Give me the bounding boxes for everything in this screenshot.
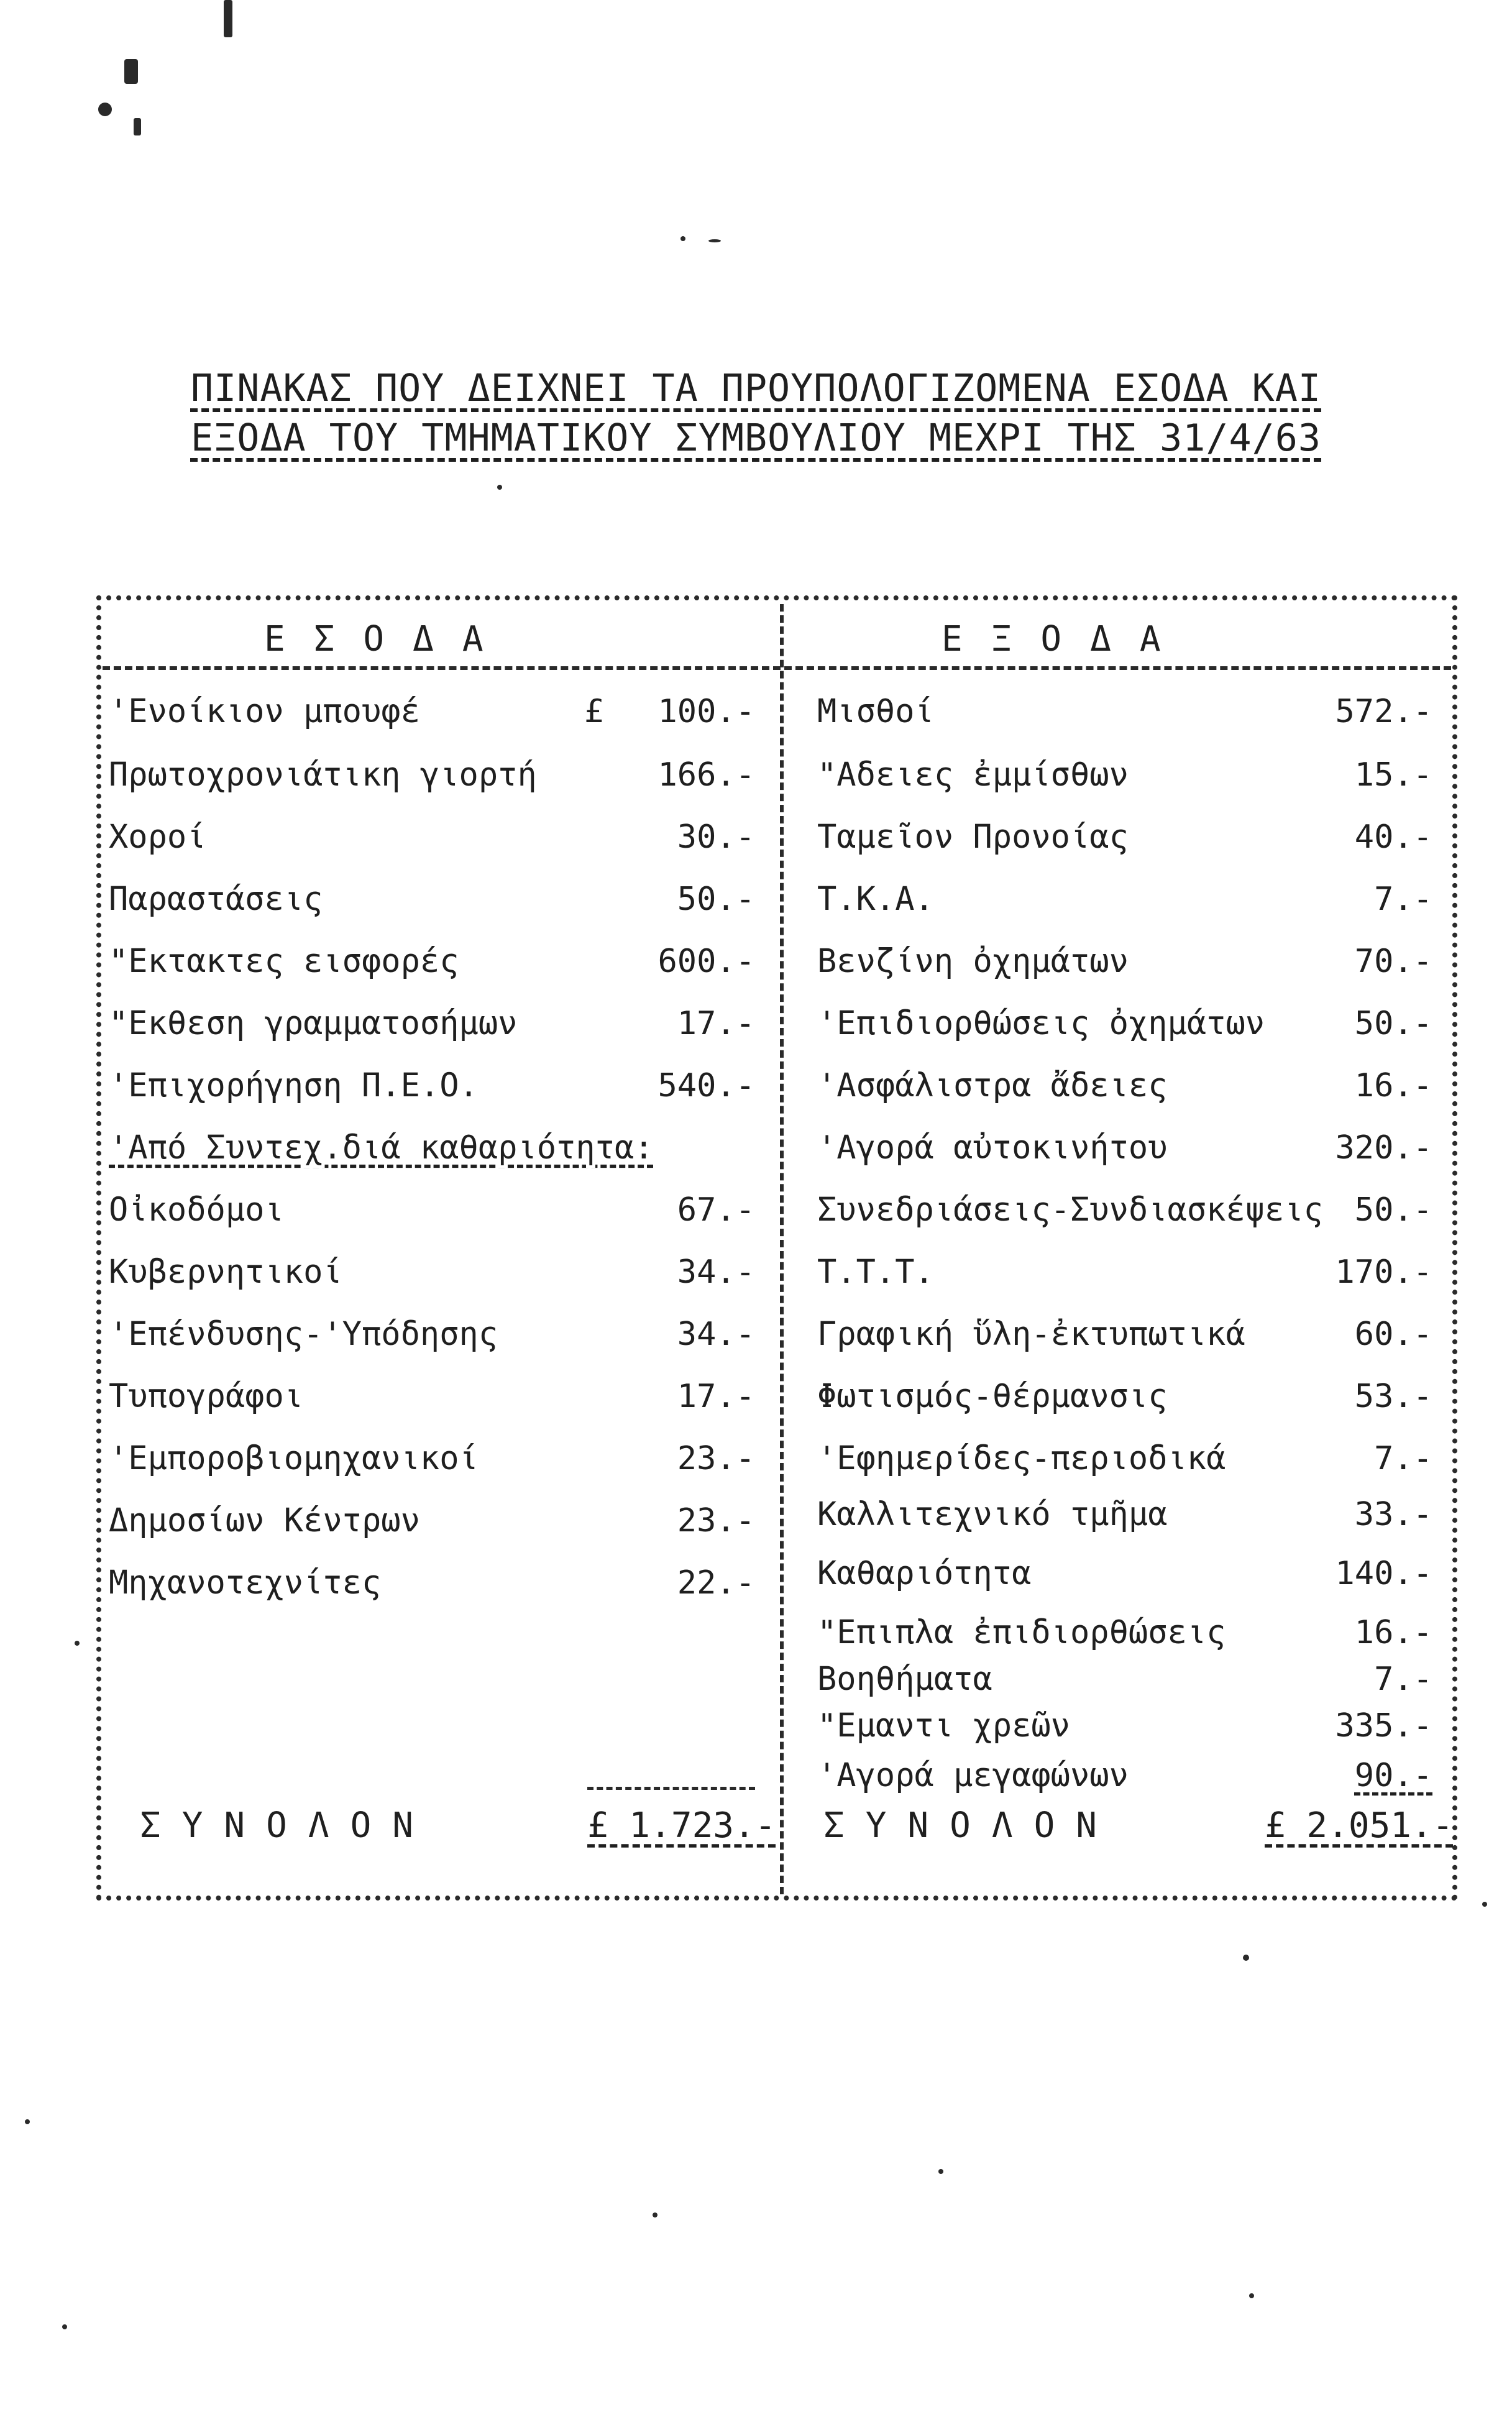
expenses-total-value: £ 2.051.- xyxy=(1265,1805,1454,1846)
income-sum-rule xyxy=(587,1787,755,1790)
expense-amount: 7.- xyxy=(1374,1440,1432,1477)
expense-label: Καθαριότητα xyxy=(817,1555,1032,1592)
expense-label: Φωτισμός-θέρμανσις xyxy=(817,1378,1168,1415)
income-label: Τυπογράφοι xyxy=(109,1378,304,1415)
expense-row xyxy=(817,1437,1432,1480)
expense-row xyxy=(817,815,1432,859)
expense-label: Καλλιτεχνικό τμῆμα xyxy=(817,1496,1168,1533)
expense-label: Βοηθήματα xyxy=(817,1661,992,1698)
expense-row xyxy=(817,1250,1432,1294)
income-label: 'Ενοίκιον μπουφέ xyxy=(109,693,420,730)
income-amount: 30.- xyxy=(677,819,755,856)
expense-label: "Εμαντι χρεῶν xyxy=(817,1707,1070,1745)
income-label: Πρωτοχρονιάτικη γιορτή xyxy=(109,756,537,794)
income-label: 'Επένδυσης-'Υπόδησης xyxy=(109,1316,498,1353)
expense-label: Συνεδριάσεις-Συνδιασκέψεις xyxy=(817,1191,1323,1229)
income-amount: 166.- xyxy=(657,756,755,794)
expense-amount: 60.- xyxy=(1354,1316,1432,1353)
income-label: 'Εμποροβιομηχανικοί xyxy=(109,1440,479,1477)
income-label: 'Από Συντεχ.διά καθαριότητα: xyxy=(109,1129,654,1167)
expense-amount: 90.- xyxy=(1354,1757,1432,1794)
expense-amount: 320.- xyxy=(1335,1129,1432,1167)
expense-row xyxy=(817,1375,1432,1418)
income-row xyxy=(109,815,755,859)
expense-row xyxy=(817,1493,1432,1536)
income-amount: 17.- xyxy=(677,1378,755,1415)
expense-amount: 15.- xyxy=(1354,756,1432,794)
expense-label: Τ.Τ.Τ. xyxy=(817,1254,934,1291)
income-row xyxy=(109,1313,755,1356)
income-label: 'Επιχορήγηση Π.Ε.Ο. xyxy=(109,1067,479,1104)
expense-row xyxy=(817,1552,1432,1595)
income-label: Δημοσίων Κέντρων xyxy=(109,1502,420,1539)
income-row xyxy=(109,690,755,733)
income-label: Οἰκοδόμοι xyxy=(109,1191,284,1229)
expense-amount: 7.- xyxy=(1374,881,1432,918)
income-row xyxy=(109,940,755,983)
expense-label: Γραφική ὕλη-ἐκτυπωτικά xyxy=(817,1316,1245,1353)
expense-label: Μισθοί xyxy=(817,693,934,730)
header-rule xyxy=(103,666,1451,670)
income-amount: 22.- xyxy=(677,1564,755,1602)
expense-amount: 70.- xyxy=(1354,943,1432,980)
income-amount: 50.- xyxy=(677,881,755,918)
income-subheading xyxy=(109,1126,755,1170)
expense-label: "Επιπλα ἐπιδιορθώσεις xyxy=(817,1614,1226,1651)
column-divider xyxy=(780,604,784,1894)
expense-label: 'Αγορά αὐτοκινήτου xyxy=(817,1129,1168,1167)
expense-amount: 40.- xyxy=(1354,819,1432,856)
expense-label: 'Ασφάλιστρα ἄδειες xyxy=(817,1067,1168,1104)
income-label: "Εκτακτες εισφορές xyxy=(109,943,459,980)
income-label: "Εκθεση γραμματοσήμων xyxy=(109,1005,518,1042)
expense-amount: 50.- xyxy=(1354,1191,1432,1229)
income-amount: 67.- xyxy=(677,1191,755,1229)
expense-label: 'Επιδιορθώσεις ὀχημάτων xyxy=(817,1005,1265,1042)
expense-row xyxy=(817,690,1432,733)
document-title-line-1: ΠΙΝΑΚΑΣ ΠΟΥ ΔΕΙΧΝΕΙ ΤΑ ΠΡΟΥΠΟΛΟΓΙΖΟΜΕΝΑ ΕΣΟΔΑ ΚΑΙ xyxy=(190,367,1322,410)
income-amount: 17.- xyxy=(677,1005,755,1042)
income-label: Κυβερνητικοί xyxy=(109,1254,342,1291)
income-amount: 34.- xyxy=(677,1254,755,1291)
expense-label: "Αδειες ἐμμίσθων xyxy=(817,756,1129,794)
expense-amount: 7.- xyxy=(1374,1661,1432,1698)
expense-row xyxy=(817,1754,1432,1797)
income-amount: 540.- xyxy=(657,1067,755,1104)
income-row xyxy=(109,1437,755,1480)
expenses-header: ΕΞΟΔΑ xyxy=(942,619,1189,659)
income-label: Χοροί xyxy=(109,819,206,856)
income-row xyxy=(109,1250,755,1294)
expense-row xyxy=(817,878,1432,921)
expense-row xyxy=(817,940,1432,983)
expense-amount: 53.- xyxy=(1354,1378,1432,1415)
expense-row xyxy=(817,1064,1432,1107)
income-amount: 600.- xyxy=(657,943,755,980)
expense-label: 'Εφημερίδες-περιοδικά xyxy=(817,1440,1226,1477)
income-row xyxy=(109,1561,755,1605)
expense-amount: 16.- xyxy=(1354,1067,1432,1104)
expense-label: Τ.Κ.Α. xyxy=(817,881,934,918)
expense-row xyxy=(817,1611,1432,1654)
income-row xyxy=(109,878,755,921)
expense-amount: 170.- xyxy=(1335,1254,1432,1291)
expense-row xyxy=(817,1002,1432,1045)
currency-sign: £ xyxy=(584,693,604,730)
income-row xyxy=(109,1375,755,1418)
expense-amount: 140.- xyxy=(1335,1555,1432,1592)
document-title-line-2: ΕΞΟΔΑ ΤΟΥ ΤΜΗΜΑΤΙΚΟΥ ΣΥΜΒΟΥΛΙΟΥ ΜΕΧΡΙ ΤΗΣ 31/4/63 xyxy=(190,416,1322,460)
income-row xyxy=(109,1188,755,1232)
income-header: ΕΣΟΔΑ xyxy=(264,619,512,659)
income-row xyxy=(109,1064,755,1107)
expense-row xyxy=(817,1658,1432,1701)
expense-row xyxy=(817,1313,1432,1356)
expense-row xyxy=(817,1704,1432,1748)
income-amount: 34.- xyxy=(677,1316,755,1353)
income-row xyxy=(109,1499,755,1543)
income-label: Μηχανοτεχνίτες xyxy=(109,1564,382,1602)
expense-row xyxy=(817,1126,1432,1170)
income-amount: 23.- xyxy=(677,1502,755,1539)
expense-amount: 16.- xyxy=(1354,1614,1432,1651)
expense-label: 'Αγορά μεγαφώνων xyxy=(817,1757,1129,1794)
expense-label: Βενζίνη ὀχημάτων xyxy=(817,943,1129,980)
expenses-total-label: ΣΥΝΟΛΟΝ xyxy=(823,1805,1119,1846)
income-total-label: ΣΥΝΟΛΟΝ xyxy=(140,1805,435,1846)
income-amount: 100.- xyxy=(657,693,755,730)
expense-amount: 335.- xyxy=(1335,1707,1432,1745)
expense-label: Ταμεῖον Προνοίας xyxy=(817,819,1129,856)
expense-amount: 50.- xyxy=(1354,1005,1432,1042)
income-row xyxy=(109,753,755,797)
income-amount: 23.- xyxy=(677,1440,755,1477)
income-row xyxy=(109,1002,755,1045)
income-total-value: £ 1.723.- xyxy=(587,1805,776,1846)
expense-row xyxy=(817,1188,1432,1232)
expense-amount: 572.- xyxy=(1335,693,1432,730)
income-label: Παραστάσεις xyxy=(109,881,323,918)
expense-amount: 33.- xyxy=(1354,1496,1432,1533)
expense-row xyxy=(817,753,1432,797)
